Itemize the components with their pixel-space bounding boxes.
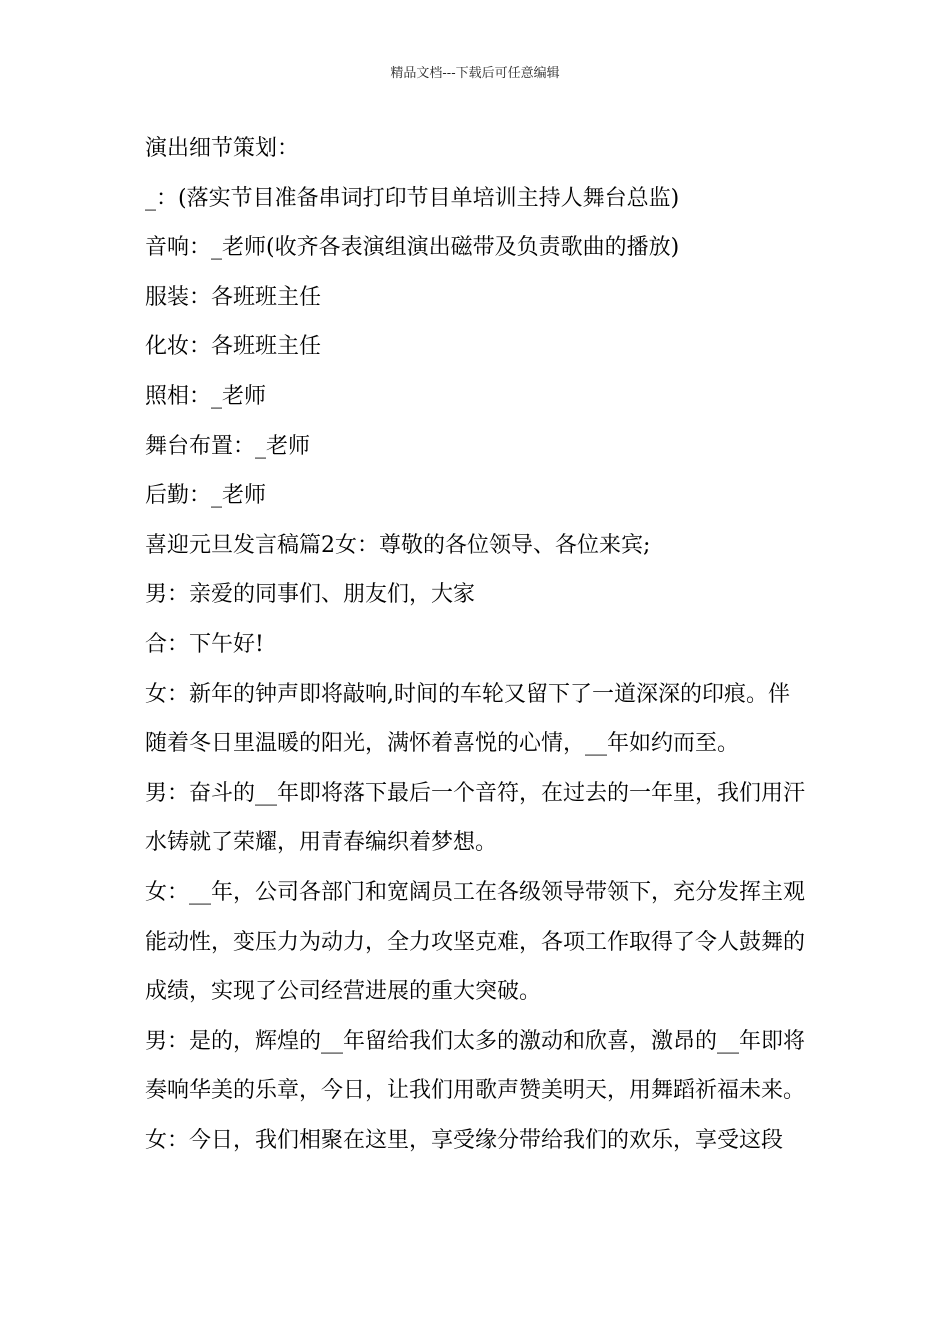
paragraph-stage-setup: 舞台布置：_老师 bbox=[145, 433, 311, 459]
paragraph-male-struggle: 男：奋斗的__年即将落下最后一个音符，在过去的一年里，我们用汗水铸就了荣耀，用青春编织着梦想。 bbox=[145, 780, 806, 856]
paragraph-logistics: 后勤：_老师 bbox=[145, 483, 267, 509]
paragraph-female-achievements: 女：__年，公司各部门和宽阔员工在各级领导带领下，充分发挥主观能动性，变压力为动力，全力攻坚克难，各项工作取得了令人鼓舞的成绩，实现了公司经营进展的重大突破。 bbox=[145, 879, 806, 1005]
page-header: 精品文档---下载后可任意编辑 bbox=[390, 66, 560, 81]
paragraph-sound: 音响：_老师(收齐各表演组演出磁带及负责歌曲的播放) bbox=[145, 235, 680, 261]
paragraph-speech-opening: 喜迎元旦发言稿篇2女：尊敬的各位领导、各位来宾; bbox=[145, 532, 651, 558]
paragraph-stage-director: _：(落实节目准备串词打印节目单培训主持人舞台总监) bbox=[145, 185, 680, 211]
paragraph-makeup: 化妆：各班班主任 bbox=[145, 334, 322, 360]
paragraph-male-greeting: 男：亲爱的同事们、朋友们，大家 bbox=[145, 582, 476, 608]
paragraph-female-gathering: 女：今日，我们相聚在这里，享受缘分带给我们的欢乐，享受这段 bbox=[145, 1127, 784, 1153]
paragraph-together-greeting: 合：下午好! bbox=[145, 631, 264, 657]
paragraph-photography: 照相：_老师 bbox=[145, 383, 267, 409]
paragraph-costume: 服装：各班班主任 bbox=[145, 284, 322, 310]
paragraph-female-new-year: 女：新年的钟声即将敲响,时间的车轮又留下了一道深深的印痕。伴随着冬日里温暖的阳光，满怀着喜悦的心情，__年如约而至。 bbox=[145, 681, 790, 757]
document-body bbox=[145, 124, 810, 1165]
paragraph-male-glory: 男：是的，辉煌的__年留给我们太多的激动和欣喜，激昂的__年即将奏响华美的乐章，今日，让我们用歌声赞美明天，用舞蹈祈福未来。 bbox=[145, 1028, 806, 1104]
heading-performance-planning: 演出细节策划： bbox=[145, 136, 300, 161]
